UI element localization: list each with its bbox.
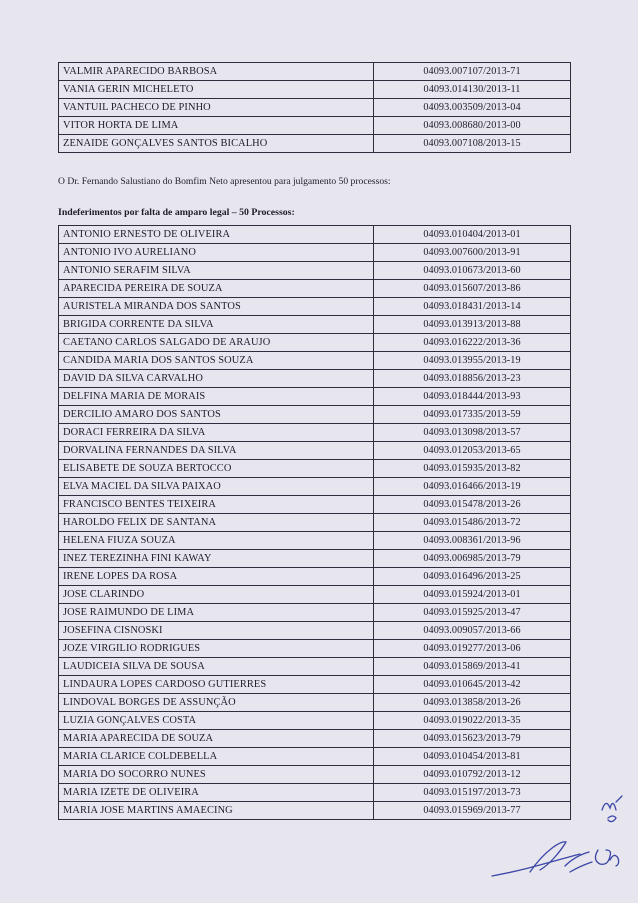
- beneficiary-name: JOSEFINA CISNOSKI: [59, 622, 374, 640]
- table-row: [59, 730, 571, 748]
- process-number: 04093.010404/2013-01: [374, 226, 571, 244]
- process-number: 04093.018431/2013-14: [374, 298, 571, 316]
- beneficiary-name: IRENE LOPES DA ROSA: [59, 568, 374, 586]
- process-number: 04093.007108/2013-15: [374, 135, 571, 153]
- table-row: [59, 442, 571, 460]
- beneficiary-name: AURISTELA MIRANDA DOS SANTOS: [59, 298, 374, 316]
- table-row: [59, 622, 571, 640]
- denial-process-table: [58, 225, 571, 820]
- beneficiary-name: JOZE VIRGILIO RODRIGUES: [59, 640, 374, 658]
- beneficiary-name: DERCILIO AMARO DOS SANTOS: [59, 406, 374, 424]
- process-number: 04093.018856/2013-23: [374, 370, 571, 388]
- beneficiary-name: HELENA FIUZA SOUZA: [59, 532, 374, 550]
- process-number: 04093.015924/2013-01: [374, 586, 571, 604]
- beneficiary-name: BRIGIDA CORRENTE DA SILVA: [59, 316, 374, 334]
- table-row: [59, 226, 571, 244]
- beneficiary-name: ELISABETE DE SOUZA BERTOCCO: [59, 460, 374, 478]
- beneficiary-name: CANDIDA MARIA DOS SANTOS SOUZA: [59, 352, 374, 370]
- top-process-table: [58, 62, 571, 153]
- beneficiary-name: LAUDICEIA SILVA DE SOUSA: [59, 658, 374, 676]
- beneficiary-name: MARIA DO SOCORRO NUNES: [59, 766, 374, 784]
- process-number: 04093.006985/2013-79: [374, 550, 571, 568]
- process-number: 04093.008361/2013-96: [374, 532, 571, 550]
- table-row: [59, 658, 571, 676]
- table-row: [59, 316, 571, 334]
- process-number: 04093.019022/2013-35: [374, 712, 571, 730]
- beneficiary-name: ANTONIO ERNESTO DE OLIVEIRA: [59, 226, 374, 244]
- beneficiary-name: VANTUIL PACHECO DE PINHO: [59, 99, 374, 117]
- process-number: 04093.015925/2013-47: [374, 604, 571, 622]
- table-row: [59, 424, 571, 442]
- handwritten-signature: [470, 780, 630, 890]
- beneficiary-name: VALMIR APARECIDO BARBOSA: [59, 63, 374, 81]
- table-row: [59, 262, 571, 280]
- beneficiary-name: ANTONIO IVO AURELIANO: [59, 244, 374, 262]
- beneficiary-name: JOSE CLARINDO: [59, 586, 374, 604]
- section-heading: Indeferimentos por falta de amparo legal – 50 Processos:: [58, 207, 295, 218]
- beneficiary-name: DORACI FERREIRA DA SILVA: [59, 424, 374, 442]
- process-number: 04093.010454/2013-81: [374, 748, 571, 766]
- beneficiary-name: JOSE RAIMUNDO DE LIMA: [59, 604, 374, 622]
- table-row: [59, 604, 571, 622]
- top-process-table-body: [59, 63, 571, 153]
- beneficiary-name: HAROLDO FELIX DE SANTANA: [59, 514, 374, 532]
- table-row: [59, 496, 571, 514]
- process-number: 04093.018444/2013-93: [374, 388, 571, 406]
- table-row: [59, 460, 571, 478]
- table-row: [59, 640, 571, 658]
- process-number: 04093.019277/2013-06: [374, 640, 571, 658]
- table-row: [59, 298, 571, 316]
- table-row: [59, 514, 571, 532]
- table-row: [59, 81, 571, 99]
- beneficiary-name: INEZ TEREZINHA FINI KAWAY: [59, 550, 374, 568]
- process-number: 04093.013913/2013-88: [374, 316, 571, 334]
- beneficiary-name: ANTONIO SERAFIM SILVA: [59, 262, 374, 280]
- beneficiary-name: LUZIA GONÇALVES COSTA: [59, 712, 374, 730]
- process-number: 04093.007107/2013-71: [374, 63, 571, 81]
- denial-process-table-body: [59, 226, 571, 820]
- beneficiary-name: ELVA MACIEL DA SILVA PAIXAO: [59, 478, 374, 496]
- table-row: [59, 135, 571, 153]
- judgement-sentence: O Dr. Fernando Salustiano do Bomfim Neto apresentou para julgamento 50 processos:: [58, 176, 391, 187]
- table-row: [59, 676, 571, 694]
- beneficiary-name: APARECIDA PEREIRA DE SOUZA: [59, 280, 374, 298]
- beneficiary-name: MARIA APARECIDA DE SOUZA: [59, 730, 374, 748]
- table-row: [59, 568, 571, 586]
- process-number: 04093.008680/2013-00: [374, 117, 571, 135]
- table-row: [59, 280, 571, 298]
- process-number: 04093.016496/2013-25: [374, 568, 571, 586]
- process-number: 04093.010792/2013-12: [374, 766, 571, 784]
- beneficiary-name: MARIA CLARICE COLDEBELLA: [59, 748, 374, 766]
- beneficiary-name: LINDOVAL BORGES DE ASSUNÇÃO: [59, 694, 374, 712]
- process-number: 04093.014130/2013-11: [374, 81, 571, 99]
- process-number: 04093.007600/2013-91: [374, 244, 571, 262]
- process-number: 04093.003509/2013-04: [374, 99, 571, 117]
- process-number: 04093.015607/2013-86: [374, 280, 571, 298]
- table-row: [59, 694, 571, 712]
- process-number: 04093.015486/2013-72: [374, 514, 571, 532]
- table-row: [59, 99, 571, 117]
- table-row: [59, 352, 571, 370]
- beneficiary-name: MARIA IZETE DE OLIVEIRA: [59, 784, 374, 802]
- beneficiary-name: MARIA JOSE MARTINS AMAECING: [59, 802, 374, 820]
- process-number: 04093.015969/2013-77: [374, 802, 571, 820]
- table-row: [59, 370, 571, 388]
- table-row: [59, 334, 571, 352]
- table-row: [59, 244, 571, 262]
- process-number: 04093.016222/2013-36: [374, 334, 571, 352]
- process-number: 04093.010645/2013-42: [374, 676, 571, 694]
- table-row: [59, 406, 571, 424]
- table-row: [59, 586, 571, 604]
- process-number: 04093.013955/2013-19: [374, 352, 571, 370]
- table-row: [59, 63, 571, 81]
- beneficiary-name: DAVID DA SILVA CARVALHO: [59, 370, 374, 388]
- beneficiary-name: VANIA GERIN MICHELETO: [59, 81, 374, 99]
- beneficiary-name: VITOR HORTA DE LIMA: [59, 117, 374, 135]
- beneficiary-name: CAETANO CARLOS SALGADO DE ARAUJO: [59, 334, 374, 352]
- process-number: 04093.010673/2013-60: [374, 262, 571, 280]
- beneficiary-name: LINDAURA LOPES CARDOSO GUTIERRES: [59, 676, 374, 694]
- table-row: [59, 550, 571, 568]
- beneficiary-name: FRANCISCO BENTES TEIXEIRA: [59, 496, 374, 514]
- process-number: 04093.016466/2013-19: [374, 478, 571, 496]
- process-number: 04093.009057/2013-66: [374, 622, 571, 640]
- process-number: 04093.012053/2013-65: [374, 442, 571, 460]
- process-number: 04093.015197/2013-73: [374, 784, 571, 802]
- beneficiary-name: DELFINA MARIA DE MORAIS: [59, 388, 374, 406]
- beneficiary-name: DORVALINA FERNANDES DA SILVA: [59, 442, 374, 460]
- process-number: 04093.013858/2013-26: [374, 694, 571, 712]
- table-row: [59, 748, 571, 766]
- process-number: 04093.017335/2013-59: [374, 406, 571, 424]
- table-row: [59, 532, 571, 550]
- process-number: 04093.015869/2013-41: [374, 658, 571, 676]
- beneficiary-name: ZENAIDE GONÇALVES SANTOS BICALHO: [59, 135, 374, 153]
- table-row: [59, 478, 571, 496]
- table-row: [59, 117, 571, 135]
- table-row: [59, 388, 571, 406]
- process-number: 04093.013098/2013-57: [374, 424, 571, 442]
- table-row: [59, 712, 571, 730]
- process-number: 04093.015623/2013-79: [374, 730, 571, 748]
- process-number: 04093.015478/2013-26: [374, 496, 571, 514]
- process-number: 04093.015935/2013-82: [374, 460, 571, 478]
